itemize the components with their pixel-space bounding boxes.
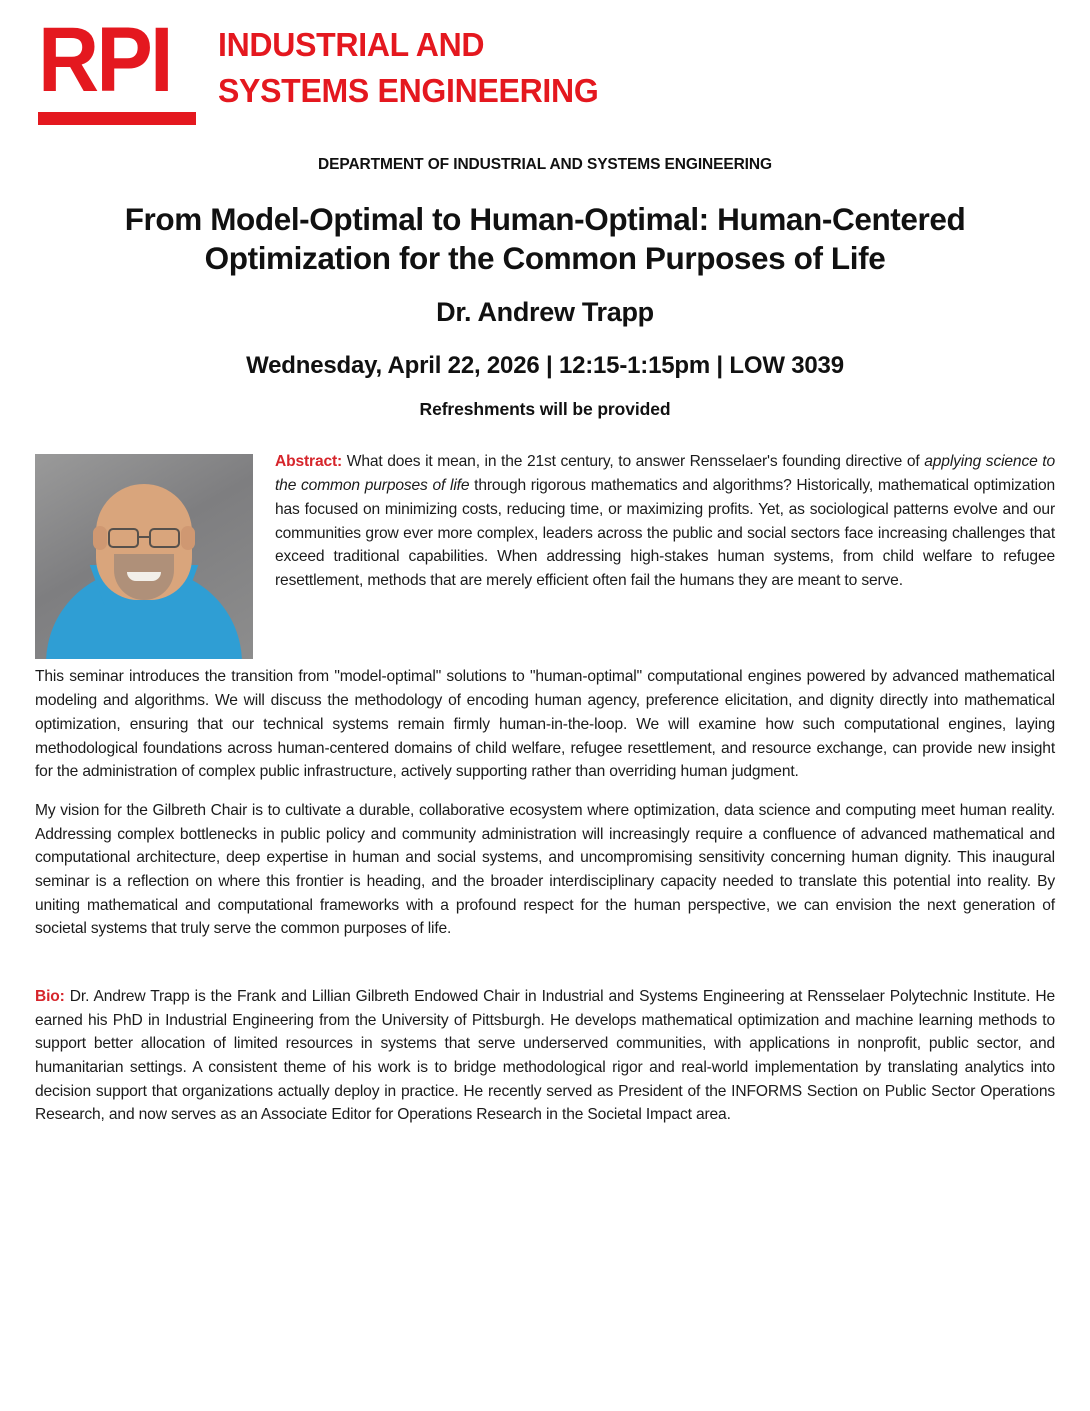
abstract-label: Abstract:: [275, 453, 343, 471]
abstract-text-part-2: through rigorous mathematics and algorithms? Historically, mathematical optimization has focused on minimizing costs, reducing time, or maximizing profits. Yet, as sociological patterns evolve and our communities grow ever more complex, leaders across the public and social sectors face increasing challenges that exceed traditional capabilities. When addressing high-stakes human systems, from child welfare to refugee resettlement, methods that are merely efficient often fail the humans they are meant to serve.: [275, 477, 1055, 589]
speaker-name: Dr. Andrew Trapp: [436, 297, 654, 328]
brand-header: [32, 0, 1058, 142]
headshot-glasses-left-lens: [108, 528, 139, 548]
event-datetime-location: Wednesday, April 22, 2026 | 12:15-1:15pm | LOW 3039: [246, 352, 844, 380]
logo-line-industrial-and: INDUSTRIAL AND: [218, 26, 485, 63]
headshot-ear-left: [93, 526, 107, 550]
speaker-headshot: [35, 454, 253, 659]
refreshments-note: Refreshments will be provided: [419, 399, 671, 420]
bio-paragraph: [35, 985, 1055, 1127]
page-title: From Model-Optimal to Human-Optimal: Human-Centered Optimization for the Common Purposes of Life: [124, 201, 966, 276]
vision-paragraph: My vision for the Gilbreth Chair is to cultivate a durable, collaborative ecosystem where optimization, data science and computing meet human reality. Addressing complex bottlenecks in public policy and community administration will increasingly require a confluence of advanced mathematical and computational architecture, deep expertise in human and social systems, and uncompromising sensitivity concerning human dignity. This inaugural seminar is a reflection on where this frontier is heading, and the broader interdisciplinary capacity needed to translate this potential into reality. By uniting mathematical and computational frameworks with a profound respect for the human perspective, we can envision the next generation of societal systems that truly serve the common purposes of life.: [35, 801, 1055, 938]
rpi-logo: [38, 9, 196, 125]
bio-label: Bio:: [35, 988, 65, 1006]
headshot-smile: [127, 572, 161, 581]
rpi-logo-underline-rule: [38, 112, 196, 125]
headshot-ear-right: [181, 526, 195, 550]
rpi-wordmark: RPI: [38, 9, 171, 111]
seminar-paragraph: This seminar introduces the transition from "model-optimal" solutions to "human-optimal" computational engines powered by advanced mathematical modeling and algorithms. We will discuss the methodology of encoding human agency, preference elicitation, and dignity directly into mathematical optimization, ensuring that our technical systems remain firmly human-in-the-loop. We will examine how such computational engines, laying methodological foundations across human-centered domains of child welfare, refugee resettlement, and resource exchange, can provide new insight for the administration of complex public infrastructure, actively supporting rather than overriding human judgment.: [35, 668, 1055, 781]
abstract-italic-phrase: applying science to the common purposes of life: [275, 453, 1056, 495]
bio-text: Dr. Andrew Trapp is the Frank and Lillian Gilbreth Endowed Chair in Industrial and Systems Engineering at Rensselaer Polytechnic Institute. He earned his PhD in Industrial Engineering from the University of Pittsburgh. He develops mathematical optimization and machine learning methods to support better allocation of limited resources in systems that serve underserved communities, with applications in nonprofit, public sector, and humanitarian settings. A consistent theme of his work is to bridge methodological rigor and real-world implementation by translating analytics into decision support that organizations actually deploy in practice. He recently served as President of the INFORMS Section on Public Sector Operations Research, and now serves as an Associate Editor for Operations Research in the Societal Impact area.: [35, 988, 1055, 1124]
bio-block: [35, 985, 1055, 1127]
flyer-body: [32, 450, 1058, 1127]
logo-department-lockup: [218, 18, 610, 111]
headshot-glasses-right-lens: [149, 528, 180, 548]
logo-line-systems-engineering: SYSTEMS ENGINEERING: [218, 72, 599, 110]
headshot-glasses-bridge: [139, 536, 149, 538]
abstract-text-part-1: What does it mean, in the 21st century, to answer Rensselaer's founding directive of: [342, 453, 925, 471]
department-line: DEPARTMENT OF INDUSTRIAL AND SYSTEMS ENGINEERING: [318, 156, 772, 173]
